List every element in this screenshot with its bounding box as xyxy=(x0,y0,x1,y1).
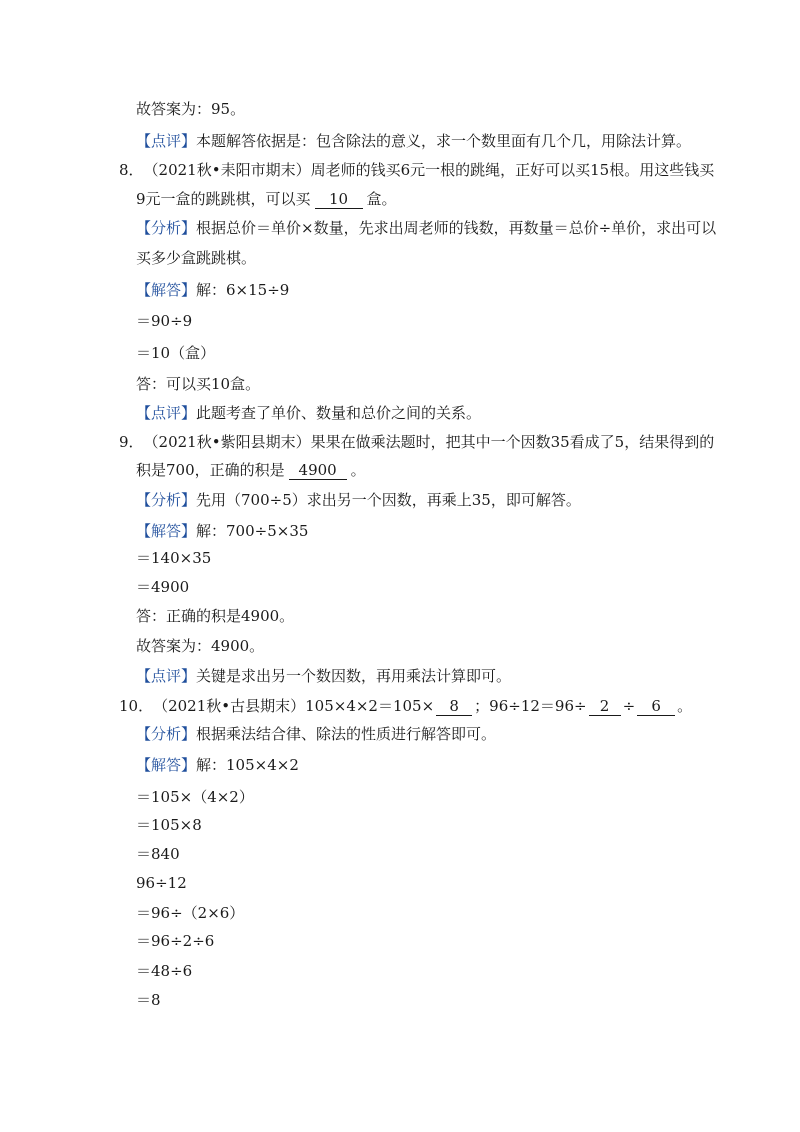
q9-analysis xyxy=(136,490,581,510)
answer-blank: 10 xyxy=(315,190,363,209)
answer-blank: 4900 xyxy=(289,461,347,480)
q8-comment xyxy=(136,403,481,423)
analysis-text: 根据乘法结合律、除法的性质进行解答即可。 xyxy=(196,725,497,743)
comment-tag: 【点评】 xyxy=(136,404,197,422)
solution-text: 解：6×15÷9 xyxy=(196,281,290,299)
analysis-tag: 【分析】 xyxy=(136,219,197,237)
analysis-tag: 【分析】 xyxy=(136,491,197,509)
q10-step: ＝840 xyxy=(136,845,180,863)
q8-step: ＝10（盒） xyxy=(136,344,216,362)
q9-step: ＝4900 xyxy=(136,578,190,596)
question-stem-text: （2021秋•紫阳县期末）果果在做乘法题时，把其中一个因数35看成了5，结果得到的 xyxy=(143,433,715,451)
solution-tag: 【解答】 xyxy=(136,522,197,540)
stem-text: 。 xyxy=(677,697,693,715)
q8-stem-line2 xyxy=(136,189,397,209)
q9-comment xyxy=(136,666,511,686)
answer-blank: 8 xyxy=(436,697,472,716)
q10-solution xyxy=(136,755,299,775)
comment-text: 本题解答依据是：包含除法的意义，求一个数里面有几个几，用除法计算。 xyxy=(196,132,692,150)
question-number: 9． xyxy=(119,433,144,451)
q9-final-answer: 故答案为：4900。 xyxy=(136,637,265,655)
answer-blank: 6 xyxy=(637,697,675,716)
stem-text: ；96÷12＝96÷ xyxy=(474,697,587,715)
solution-text: 解：105×4×2 xyxy=(196,756,299,774)
stem-text: ÷ xyxy=(622,697,636,715)
q10-step: 96÷12 xyxy=(136,874,187,892)
analysis-text: 先用（700÷5）求出另一个因数，再乘上35，即可解答。 xyxy=(196,491,581,509)
q8-analysis-line2: 买多少盒跳跳棋。 xyxy=(136,249,257,267)
stem-text: （2021秋•古县期末）105×4×2＝105× xyxy=(153,697,435,715)
comment-text: 此题考查了单价、数量和总价之间的关系。 xyxy=(196,404,482,422)
q10-step: ＝105×8 xyxy=(136,816,202,834)
analysis-text: 根据总价＝单价×数量，先求出周老师的钱数，再数量＝总价÷单价，求出可以 xyxy=(196,219,717,237)
stem-text: 积是700，正确的积是 xyxy=(136,461,285,479)
stem-text: 盒。 xyxy=(366,190,397,208)
q9-answer-line: 答：正确的积是4900。 xyxy=(136,607,295,625)
question-number: 10． xyxy=(119,697,154,715)
solution-text: 解：700÷5×35 xyxy=(196,522,309,540)
q8-solution xyxy=(136,280,289,300)
q10-step: ＝8 xyxy=(136,991,161,1009)
q8-answer-line: 答：可以买10盒。 xyxy=(136,375,261,393)
comment-text: 关键是求出另一个数因数，再用乘法计算即可。 xyxy=(196,667,512,685)
stem-text: 。 xyxy=(350,461,366,479)
q8-stem-line1 xyxy=(119,160,714,180)
comment-tag: 【点评】 xyxy=(136,132,197,150)
solution-tag: 【解答】 xyxy=(136,281,197,299)
question-stem-text: （2021秋•耒阳市期末）周老师的钱买6元一根的跳绳，正好可以买15根。用这些钱买 xyxy=(143,161,715,179)
q7-answer-line: 故答案为：95。 xyxy=(136,100,246,118)
question-number: 8． xyxy=(119,161,144,179)
stem-text: 9元一盒的跳跳棋，可以买 xyxy=(136,190,311,208)
solution-tag: 【解答】 xyxy=(136,756,197,774)
q7-comment xyxy=(136,131,691,151)
q9-stem-line1 xyxy=(119,432,714,452)
q8-step: ＝90÷9 xyxy=(136,312,193,330)
q8-analysis-line1 xyxy=(136,218,716,238)
q9-stem-line2 xyxy=(136,460,366,480)
q10-step: ＝96÷（2×6） xyxy=(136,904,245,922)
analysis-tag: 【分析】 xyxy=(136,725,197,743)
q9-step: ＝140×35 xyxy=(136,549,212,567)
q10-step: ＝105×（4×2） xyxy=(136,788,254,806)
q10-stem xyxy=(119,696,692,716)
q9-solution xyxy=(136,521,308,541)
q10-step: ＝48÷6 xyxy=(136,962,193,980)
q10-step: ＝96÷2÷6 xyxy=(136,932,215,950)
q10-analysis xyxy=(136,724,496,744)
answer-blank: 2 xyxy=(589,697,621,716)
comment-tag: 【点评】 xyxy=(136,667,197,685)
